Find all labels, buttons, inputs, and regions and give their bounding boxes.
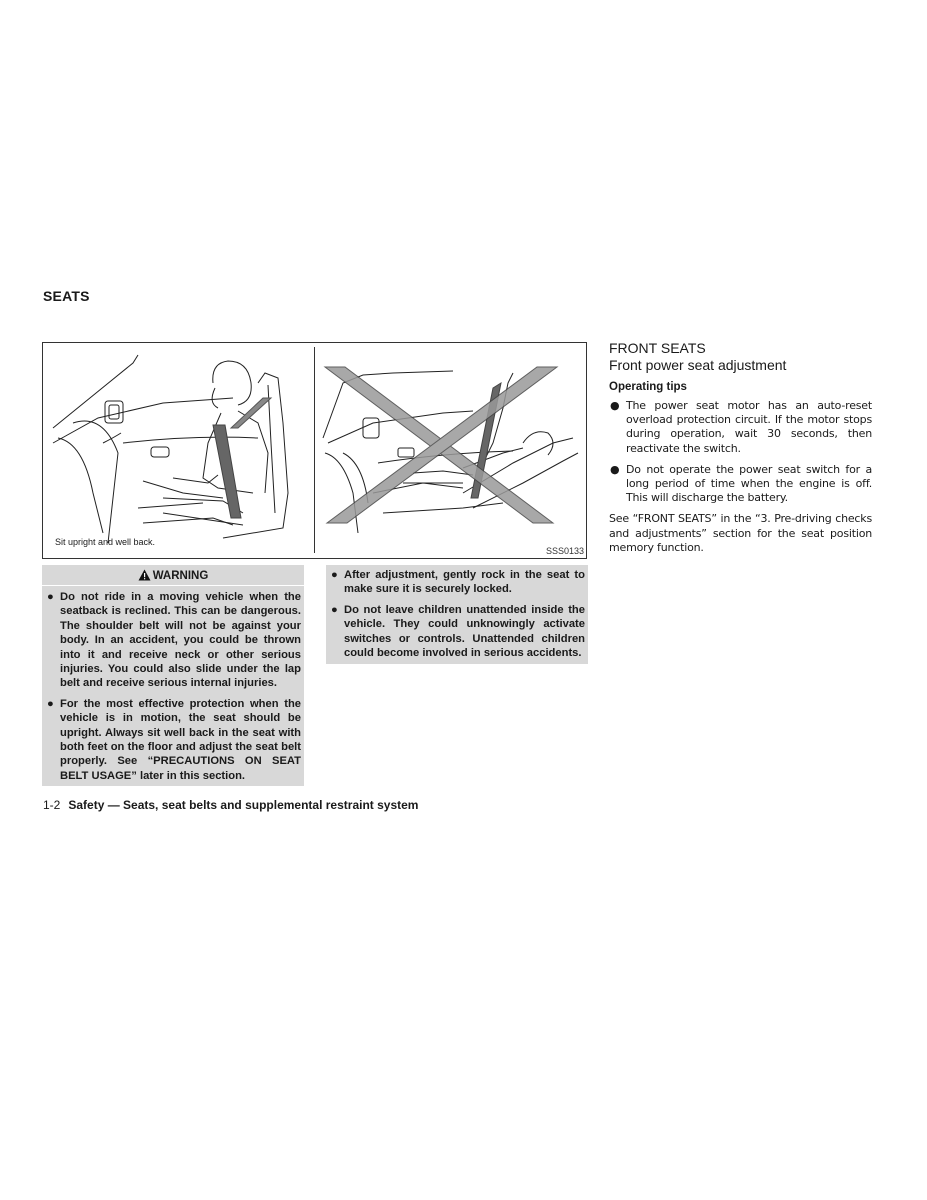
warning-item: [328, 568, 585, 597]
warning-item-text: Do not ride in a moving vehicle when the seatback is reclined. This can be dangerous. The shoulder belt will not be against your body. In an accident, you could be thrown into it and receive neck or other serious injuries. You could also slide under the lap belt and receive serious internal injuries.: [60, 591, 301, 690]
bullet-icon: ●: [47, 697, 54, 710]
see-reference-text: See “FRONT SEATS” in the “3. Pre-driving checks and adjustments” section for the seat position memory function.: [609, 512, 872, 554]
tip-text: Do not operate the power seat switch for a long period of time when the engine is off. This will discharge the battery.: [626, 462, 872, 505]
power-seat-subheading: Front power seat adjustment: [609, 357, 787, 373]
bullet-icon: ●: [610, 399, 620, 412]
warning-item-text: After adjustment, gently rock in the seat to make sure it is securely locked.: [344, 569, 585, 596]
front-seats-heading: FRONT SEATS: [609, 340, 706, 356]
tip-item: [609, 463, 872, 506]
tip-item: [609, 399, 872, 456]
warning-title: [42, 567, 304, 586]
warning-box: [42, 565, 304, 786]
bullet-icon: ●: [331, 569, 338, 581]
figure-divider: [314, 347, 315, 553]
warning-item: [328, 603, 585, 661]
page-footer: [43, 798, 418, 812]
warning-item: [44, 590, 301, 691]
warning-title-text: WARNING: [152, 570, 209, 582]
warning-item-text: Do not leave children unattended inside the vehicle. They could unknowingly activate switches or controls. Unattended children could become involved in serious accidents.: [344, 603, 585, 660]
illustration-figure: [42, 342, 587, 559]
bullet-icon: ●: [47, 591, 54, 603]
seat-posture-illustration: [43, 343, 588, 560]
warning-item: [44, 697, 301, 783]
warning-box-continued: [326, 565, 588, 664]
section-heading: SEATS: [43, 288, 90, 304]
operating-tips-heading: Operating tips: [609, 381, 687, 393]
warning-item-text: For the most effective protection when the vehicle is in motion, the seat should be upright. Always sit well back in the seat with both feet on the floor and adjust the seat belt properly. See “PRECAUTIONS ON SEAT BELT USAGE” later in this section.: [60, 697, 301, 782]
tip-text: The power seat motor has an auto-reset overload protection circuit. If the motor stops during operation, wait 30 seconds, then reactivate the switch.: [626, 399, 872, 455]
figure-caption: Sit upright and well back.: [55, 537, 156, 547]
figure-code: SSS0133: [546, 546, 585, 556]
page-number: 1-2: [43, 798, 61, 812]
bullet-icon: ●: [610, 462, 620, 476]
chapter-title: Safety — Seats, seat belts and supplemental restraint system: [68, 798, 419, 812]
right-column: [609, 340, 872, 555]
bullet-icon: ●: [331, 603, 338, 616]
warning-triangle-icon: [138, 569, 151, 587]
